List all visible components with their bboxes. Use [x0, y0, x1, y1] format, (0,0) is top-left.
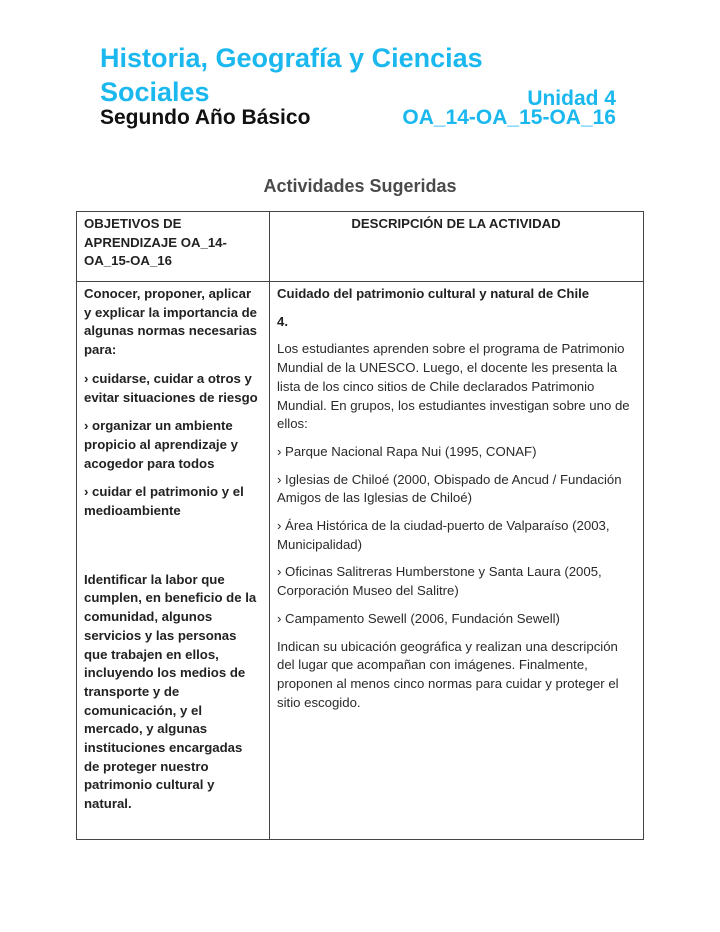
table-header-row	[77, 212, 644, 282]
site-item: › Área Histórica de la ciudad-puerto de Valparaíso (2003, Municipalidad)	[277, 518, 610, 552]
grade-row	[100, 106, 616, 130]
spacer	[84, 531, 261, 571]
activity-intro: Los estudiantes aprenden sobre el programa de Patrimonio Mundial de la UNESCO. Luego, el docente les presenta la lista de los cinco sitios de Chile declarados Patrimonio Mundial. En grupos, los estudiantes investigan sobre uno de ellos:	[277, 341, 630, 432]
section-title: Actividades Sugeridas	[263, 176, 457, 196]
activities-table	[76, 211, 644, 840]
table-row	[77, 282, 644, 840]
activity-number: 4.	[277, 313, 288, 329]
description-cell	[270, 282, 644, 840]
grade-label: Segundo Año Básico	[100, 106, 311, 129]
activity-closing: Indican su ubicación geográfica y realizan una descripción del lugar que acompañan con imágenes. Finalmente, proponen al menos cinco normas para cuidar y proteger el sitio escogido.	[277, 638, 619, 710]
objective-second: Identificar la labor que cumplen, en beneficio de la comunidad, algunos servicios y las personas que trabajen en ellos, incluyendo los medios de transporte y de comunicación, y el mercado, y algunas instituciones encargadas de proteger nuestro patrimonio cultural y natural.	[84, 571, 257, 812]
unit-label: Unidad 4	[527, 87, 616, 110]
activity-title: Cuidado del patrimonio cultural y natural de Chile	[277, 286, 590, 301]
objectives-code: OA_14-OA_15-OA_16	[402, 106, 616, 129]
subject-title-line1: Historia, Geografía y Ciencias	[100, 43, 483, 73]
header-objectives: OBJETIVOS DE APRENDIZAJE OA_14-OA_15-OA_16	[77, 212, 270, 282]
site-item: › Campamento Sewell (2006, Fundación Sewell)	[277, 610, 560, 626]
site-item: › Oficinas Salitreras Humberstone y Santa Laura (2005, Corporación Museo del Salitre)	[277, 564, 602, 599]
objective-item: › cuidarse, cuidar a otros y evitar situaciones de riesgo	[84, 370, 258, 405]
objectives-cell	[77, 282, 270, 840]
subject-title-line2: Sociales	[100, 77, 210, 107]
site-item: › Parque Nacional Rapa Nui (1995, CONAF)	[277, 443, 537, 459]
header-description: DESCRIPCIÓN DE LA ACTIVIDAD	[270, 212, 644, 282]
subject-title-row	[100, 76, 616, 108]
objective-item: › cuidar el patrimonio y el medioambiente	[84, 484, 244, 519]
objective-item: › organizar un ambiente propicio al aprendizaje y acogedor para todos	[84, 418, 238, 471]
objective-intro: Conocer, proponer, aplicar y explicar la importancia de algunas normas necesarias para:	[84, 286, 257, 358]
site-item: › Iglesias de Chiloé (2000, Obispado de Ancud / Fundación Amigos de las Iglesias de Chiloé)	[277, 471, 622, 506]
